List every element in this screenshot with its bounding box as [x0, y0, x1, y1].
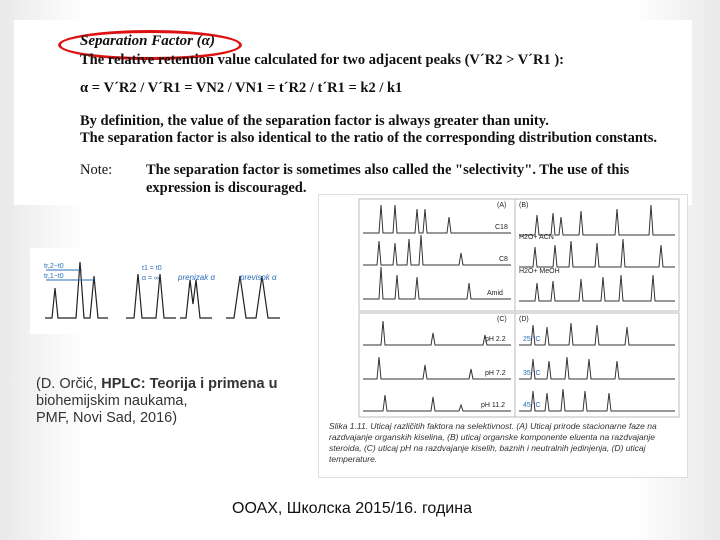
label-tr1: tr,1−t0 [44, 273, 64, 280]
label-t1: t1 = t0 [142, 265, 162, 272]
definition-line: The relative retention value calculated for two adjacent peaks (V´R2 > V´R1 ): [80, 52, 565, 68]
label-prenizak: prenizak α [178, 273, 216, 282]
selectivity-figure [318, 194, 688, 478]
label-c8: C8 [499, 256, 508, 263]
alpha-diagram-svg [30, 248, 300, 334]
label-alpha: α = ∞ [142, 275, 160, 282]
citation-title: HPLC: Teorija i primena u [101, 376, 278, 392]
label-ph112: pH 11.2 [481, 402, 505, 409]
figure-caption: Slika 1.11. Uticaj različitih faktora na selektivnost. (A) Uticaj prirode stacionarne faze na razdvajanje organskih kiselina, (B) uticaj organske komponente eluenta na razdvajanje steroida, (C) uticaj pH na razdvajanje kiselih, baznih i neutralnih jedinjenja, (D) uticaj temperature. [329, 421, 657, 464]
label-c18: C18 [495, 224, 508, 231]
peak-trace-3 [180, 280, 212, 318]
slide-footer [0, 500, 720, 518]
label-panel-d: (D) [519, 316, 529, 323]
panel-frame-bottom [359, 313, 679, 417]
peak-trace-4 [226, 276, 280, 318]
note-label: Note: [80, 162, 113, 178]
label-previsok: previsok α [240, 273, 277, 282]
note-line-1: The separation factor is sometimes also called the "selectivity". The use of this [146, 162, 630, 178]
label-panel-b: (B) [519, 202, 529, 209]
panel-frame-top [359, 199, 679, 311]
label-amid: Amid [487, 290, 503, 297]
trace-b3 [519, 275, 675, 301]
label-ph72: pH 7.2 [485, 370, 506, 377]
label-panel-a: (A) [497, 202, 507, 209]
citation [36, 376, 316, 427]
citation-line-2: biohemijskim naukama, [36, 393, 188, 409]
label-tr2: tr,2−t0 [44, 263, 64, 270]
label-meoh: H2O+ MeOH [519, 268, 560, 275]
trace-b2 [519, 239, 675, 267]
label-35c: 35 °C [523, 370, 541, 377]
label-25c: 25 °C [523, 336, 541, 343]
statement-1: By definition, the value of the separation factor is always greater than unity. [80, 113, 549, 129]
trace-b1 [519, 205, 675, 235]
statement-2: The separation factor is also identical to the ratio of the corresponding distribution constants. [80, 130, 658, 146]
note-line-2: expression is discouraged. [146, 180, 307, 196]
alpha-diagram [30, 248, 300, 334]
label-panel-c: (C) [497, 316, 507, 323]
footer-text: ООАХ, Школска 2015/16. година [232, 500, 472, 517]
citation-prefix: (D. Orčić, [36, 376, 102, 392]
trace-d3 [519, 389, 675, 411]
trace-a2 [363, 235, 511, 265]
label-acn: H2O+ ACN [519, 234, 554, 241]
citation-line-3: PMF, Novi Sad, 2016) [36, 410, 178, 426]
trace-d1 [519, 323, 675, 345]
selectivity-figure-svg [319, 195, 687, 421]
label-ph22: pH 2.2 [485, 336, 506, 343]
formula-line: α = V´R2 / V´R1 = VN2 / VN1 = t´R2 / t´R1 = k2 / k1 [80, 80, 403, 96]
label-45c: 45 °C [523, 402, 541, 409]
slide-title: Separation Factor (α) [80, 33, 215, 49]
trace-a1 [363, 205, 511, 233]
trace-d2 [519, 357, 675, 379]
